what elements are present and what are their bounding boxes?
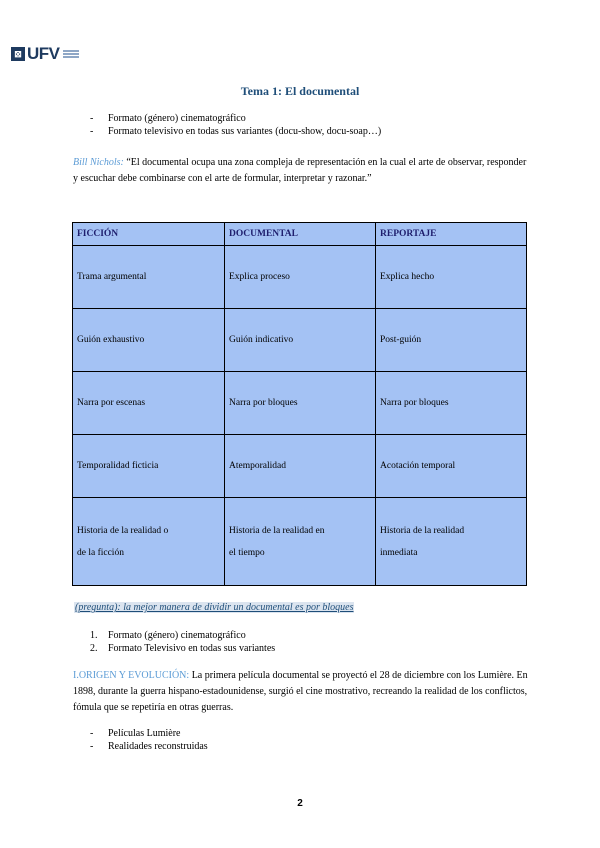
table-row: [73, 246, 527, 309]
table-cell: [376, 498, 527, 586]
logo-mark-icon: ⊠: [11, 47, 25, 61]
table-row: [73, 372, 527, 435]
table-cell: Atemporalidad: [225, 435, 376, 498]
quote-author: Bill Nichols:: [73, 157, 124, 168]
table-cell: Narra por escenas: [73, 372, 225, 435]
table-row: [73, 309, 527, 372]
origin-section: [73, 668, 528, 716]
table-cell: Trama argumental: [73, 246, 225, 309]
list-item: - Películas Lumière: [90, 727, 208, 740]
table-cell: Post-guión: [376, 309, 527, 372]
list-text: Formato Televisivo en todas sus variantes: [108, 643, 276, 654]
list-item: - Formato televisivo en todas sus variantes (docu-show, docu-soap…): [90, 125, 381, 138]
table-cell: Temporalidad ficticia: [73, 435, 225, 498]
cell-line: Historia de la realidad en: [229, 525, 325, 536]
table-cell: Guión exhaustivo: [73, 309, 225, 372]
table-header-row: [73, 223, 527, 246]
header-documental: DOCUMENTAL: [225, 223, 376, 246]
table-row: [73, 498, 527, 586]
list-item: - Formato (género) cinematográfico: [90, 112, 381, 125]
table-row: [73, 435, 527, 498]
question-note: (pregunta): la mejor manera de dividir un documental es por bloques: [75, 602, 354, 613]
table-cell: Acotación temporal: [376, 435, 527, 498]
comparison-table: [72, 222, 527, 586]
list-number: 2.: [90, 643, 98, 654]
header-reportaje: REPORTAJE: [376, 223, 527, 246]
numbered-list: [90, 629, 275, 655]
header-ficcion: FICCIÓN: [73, 223, 225, 246]
nichols-quote: [73, 155, 528, 187]
section-heading: I.ORIGEN Y EVOLUCIÓN:: [73, 670, 190, 681]
cell-line: Historia de la realidad: [380, 525, 465, 536]
cell-line: Historia de la realidad o: [77, 525, 169, 536]
list-item: - Realidades reconstruidas: [90, 740, 208, 753]
table-cell: Narra por bloques: [225, 372, 376, 435]
table-cell: Explica proceso: [225, 246, 376, 309]
table-cell: Guión indicativo: [225, 309, 376, 372]
cell-line: de la ficción: [77, 547, 124, 558]
cell-line: el tiempo: [229, 547, 265, 558]
cell-line: inmediata: [380, 547, 418, 558]
page-number: 2: [297, 798, 303, 809]
table-cell: Explica hecho: [376, 246, 527, 309]
section-text: La primera película documental se proyectó el 28 de diciembre con los Lumière. En 1898, durante la guerra hispano-estadounidense, surgió el cine mostrativo, recreando la realidad de los conflictos, fómula que se repetiría en otras guerras.: [73, 670, 528, 713]
format-list: [90, 112, 381, 138]
origin-list: [90, 727, 208, 753]
list-item: [90, 642, 275, 655]
logo-lines-icon: [63, 49, 79, 59]
ufv-logo: [11, 44, 79, 64]
list-text: Formato (género) cinematográfico: [108, 630, 246, 641]
table-cell: Narra por bloques: [376, 372, 527, 435]
quote-text: “El documental ocupa una zona compleja de representación en la cual el arte de observar, responder y escuchar debe combinarse con el arte de formular, interpretar y razonar.”: [73, 157, 527, 184]
list-number: 1.: [90, 630, 98, 641]
logo-text: UFV: [27, 44, 60, 63]
list-item: [90, 629, 275, 642]
table-cell: [73, 498, 225, 586]
page-title: Tema 1: El documental: [240, 84, 360, 98]
table-cell: [225, 498, 376, 586]
